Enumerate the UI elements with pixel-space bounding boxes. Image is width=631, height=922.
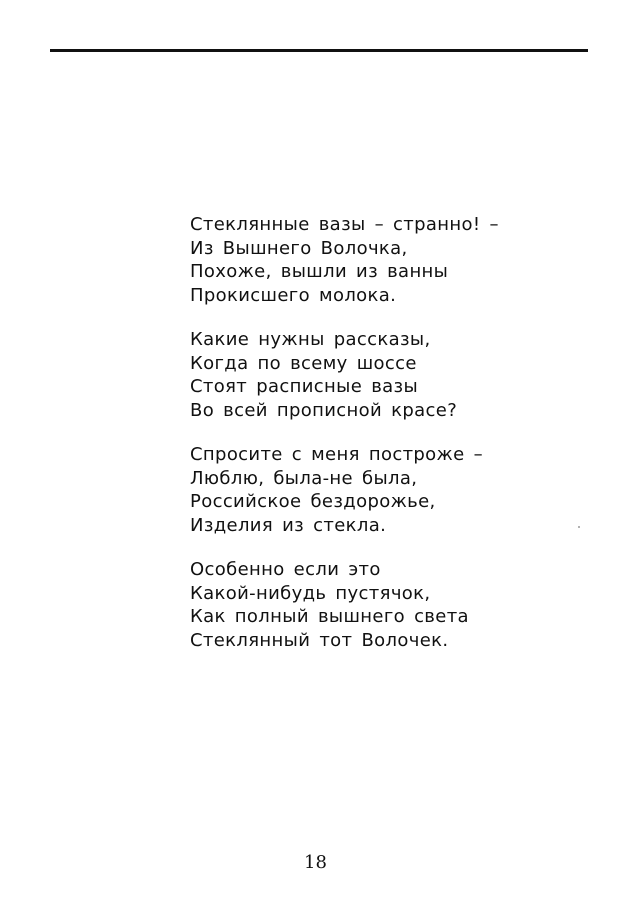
stanza-1 xyxy=(190,213,570,307)
poem-line: Прокисшего молока. xyxy=(190,284,397,306)
poem-line: Российское бездорожье, xyxy=(190,491,436,512)
poem xyxy=(190,213,570,673)
poem-line: Особенно если это xyxy=(190,559,381,580)
poem-line: Из Вышнего Волочка, xyxy=(190,237,408,259)
poem-line: Какой-нибудь пустячок, xyxy=(190,582,431,604)
poem-line: Стеклянный тот Волочек. xyxy=(190,629,449,651)
stanza-4 xyxy=(190,558,570,652)
poem-line: Во всей прописной красе? xyxy=(190,399,458,421)
stanza-3 xyxy=(190,443,570,537)
poem-line: Спросите с меня построже – xyxy=(190,444,483,465)
poem-line: Стеклянные вазы – странно! – xyxy=(190,214,499,235)
poem-line: Какие нужны рассказы, xyxy=(190,329,431,350)
header-rule xyxy=(50,49,588,52)
poem-line: Когда по всему шоссе xyxy=(190,352,417,374)
stanza-2 xyxy=(190,328,570,422)
poem-line: Стоят расписные вазы xyxy=(190,376,419,397)
poem-line: Похоже, вышли из ванны xyxy=(190,261,449,282)
print-speck xyxy=(578,526,580,528)
poem-line: Как полный вышнего света xyxy=(190,606,469,627)
poem-line: Изделия из стекла. xyxy=(190,514,387,536)
page-number: 18 xyxy=(304,852,327,873)
poem-line: Люблю, была-не была, xyxy=(190,467,418,489)
